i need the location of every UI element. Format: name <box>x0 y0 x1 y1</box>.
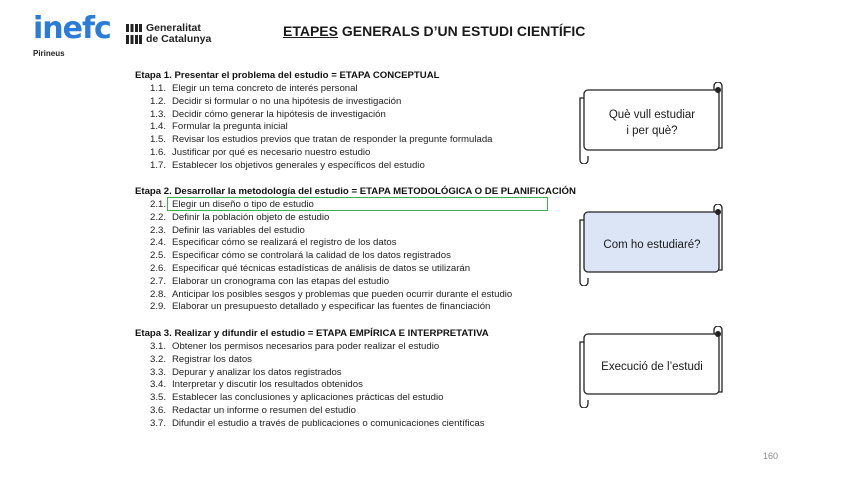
stage-3-item <box>150 418 485 430</box>
stage-1-item <box>150 134 493 146</box>
item-text: Elegir un diseño o tipo de estudio <box>172 199 314 210</box>
item-number: 2.9. <box>150 301 167 313</box>
stage-2-item <box>150 289 512 301</box>
page-title-underlined: ETAPES <box>283 23 338 39</box>
stage-2-item <box>150 263 470 275</box>
stage-1-item <box>150 83 358 95</box>
stage-1-title: Etapa 1. Presentar el problema del estudio = ETAPA CONCEPTUAL <box>135 70 440 81</box>
item-text: Definir la población objeto de estudio <box>172 211 330 223</box>
generalitat-line-2: de Catalunya <box>146 33 212 45</box>
stage-3-title: Etapa 3. Realizar y difundir el estudio = ETAPA EMPÍRICA E INTERPRETATIVA <box>135 328 489 339</box>
item-number: 2.6. <box>150 263 167 274</box>
stage-1-item <box>150 109 386 121</box>
stage-3-item <box>150 341 439 353</box>
stage-3-item <box>150 367 342 379</box>
item-text: Elaborar un presupuesto detallado y especificar las fuentes de financiación <box>172 301 491 313</box>
item-text: Revisar los estudios previos que tratan de responder la pregunte formulada <box>172 134 493 146</box>
item-text: Elegir un tema concreto de interés personal <box>172 83 358 94</box>
stage-2-item <box>150 199 314 211</box>
stage-2-item <box>150 250 451 262</box>
item-number: 3.4. <box>150 379 167 391</box>
stage-3-item <box>150 379 363 391</box>
item-number: 1.2. <box>150 95 167 107</box>
item-number: 2.2. <box>150 211 167 223</box>
scroll-label: Execució de l’estudi <box>601 361 703 373</box>
item-number: 3.2. <box>150 353 167 365</box>
item-number: 1.7. <box>150 159 167 171</box>
item-number: 3.1. <box>150 341 167 352</box>
stage-3-item <box>150 354 252 366</box>
stage-2-item <box>150 276 389 288</box>
item-text: Establecer las conclusiones y aplicaciones prácticas del estudio <box>172 392 444 404</box>
stage-3-item <box>150 405 356 417</box>
stage-1-item <box>150 121 288 133</box>
item-number: 2.8. <box>150 288 167 300</box>
item-number: 1.4. <box>150 121 167 133</box>
item-text: Obtener los permisos necesarios para poder realizar el estudio <box>172 341 440 352</box>
stage-3-item <box>150 392 443 404</box>
scroll-label <box>588 82 716 164</box>
stage-2-title: Etapa 2. Desarrollar la metodología del estudio = ETAPA METODOLÓGICA O DE PLANIFICACIÓN <box>135 186 576 197</box>
item-text: Justificar por qué es necesario nuestro estudio <box>172 147 371 158</box>
scroll-label: Com ho estudiaré? <box>603 239 701 251</box>
stage-1-item <box>150 147 370 159</box>
scroll-box-execution <box>574 326 726 408</box>
inefc-logo-sub: Pirineus <box>33 49 65 58</box>
item-number: 1.3. <box>150 108 167 120</box>
item-number: 2.3. <box>150 224 167 236</box>
item-number: 1.6. <box>150 147 167 158</box>
item-number: 3.3. <box>150 366 167 378</box>
item-text: Interpretar y discutir los resultados obtenidos <box>172 379 363 391</box>
generalitat-line-1: Generalitat <box>146 22 201 34</box>
item-number: 1.5. <box>150 134 167 146</box>
item-text: Anticipar los posibles sesgos y problemas que pueden ocurrir durante el estudio <box>172 288 513 300</box>
item-text: Redactar un informe o resumen del estudio <box>172 405 356 416</box>
item-text: Formular la pregunta inicial <box>172 121 288 133</box>
item-number: 2.1. <box>150 199 167 210</box>
stage-2-item <box>150 237 397 249</box>
stage-2-item <box>150 301 490 313</box>
page-title-rest: GENERALS D’UN ESTUDI CIENTÍFIC <box>337 23 586 39</box>
scroll-box-what <box>574 82 726 164</box>
item-number: 3.7. <box>150 417 167 429</box>
item-text: Difundir el estudio a través de publicaciones o comunicaciones científicas <box>172 417 485 429</box>
item-text: Depurar y analizar los datos registrados <box>172 366 342 378</box>
item-text: Especificar cómo se realizará el registro de los datos <box>172 237 397 249</box>
scroll-label-line-2: i per què? <box>626 125 678 137</box>
scroll-label-line-1: Què vull estudiar <box>608 109 696 121</box>
page-number: 160 <box>763 451 779 461</box>
item-text: Registrar los datos <box>172 353 252 365</box>
item-text: Especificar cómo se controlará la calidad de los datos registrados <box>172 250 451 262</box>
scroll-box-how <box>574 204 726 286</box>
item-number: 3.6. <box>150 405 167 416</box>
item-number: 3.5. <box>150 392 167 404</box>
item-number: 1.1. <box>150 83 167 94</box>
stage-2-item <box>150 212 329 224</box>
stage-1-item <box>150 160 425 172</box>
stage-2-item <box>150 225 305 237</box>
item-number: 2.5. <box>150 250 167 262</box>
item-text: Definir las variables del estudio <box>172 224 305 236</box>
item-number: 2.4. <box>150 237 167 249</box>
stage-1-item <box>150 96 401 108</box>
item-text: Elaborar un cronograma con las etapas del estudio <box>172 275 390 287</box>
item-text: Establecer los objetivos generales y específicos del estudio <box>172 159 425 171</box>
item-number: 2.7. <box>150 275 167 287</box>
item-text: Decidir si formular o no una hipótesis de investigación <box>172 95 402 107</box>
item-text: Decidir cómo generar la hipótesis de investigación <box>172 108 386 120</box>
inefc-logo: inefc <box>33 11 111 46</box>
item-text: Especificar qué técnicas estadísticas de análisis de datos se utilizarán <box>172 263 471 274</box>
